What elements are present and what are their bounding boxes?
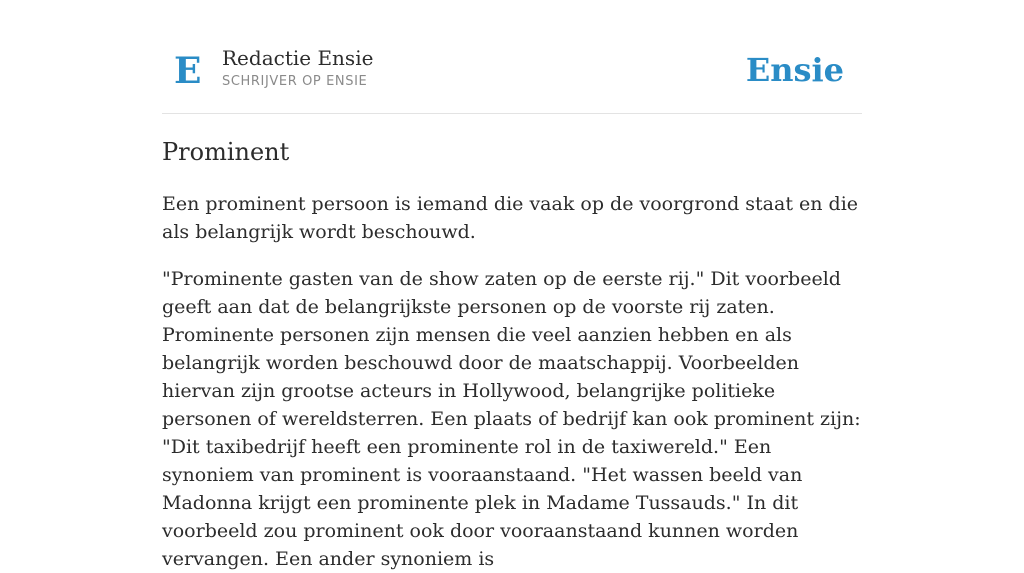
author-avatar[interactable]: E xyxy=(174,50,202,92)
article-container xyxy=(162,0,862,570)
brand-logo[interactable]: Ensie xyxy=(745,51,844,89)
article-paragraph: "Prominente gasten van de show zaten op de eerste rij." Dit voorbeeld geeft aan dat de belangrijkste personen op de voorste rij zaten. Prominente personen zijn mensen die veel aanzien hebben en als belangrijk worden beschouwd door de maatschappij. Voorbeelden hiervan zijn grootse acteurs in Hollywood, belangrijke politieke personen of wereldsterren. Een plaats of bedrijf kan ook prominent zijn: "Dit taxibedrijf heeft een prominente rol in de taxiwereld." Een synoniem van prominent is vooraanstaand. "Het wassen beeld van Madonna krijgt een prominente plek in Madame Tussauds." In dit voorbeeld zou prominent ook door vooraanstaand kunnen worden vervangen. Een ander synoniem is xyxy=(162,268,861,570)
author-name[interactable]: Redactie Ensie xyxy=(222,46,374,70)
author-role: SCHRIJVER OP ENSIE xyxy=(222,74,368,89)
article-paragraph: Een prominent persoon is iemand die vaak op de voorgrond staat en die als belangrijk wordt beschouwd. xyxy=(162,193,859,243)
author-header xyxy=(162,0,862,114)
article-title: Prominent xyxy=(162,138,290,166)
